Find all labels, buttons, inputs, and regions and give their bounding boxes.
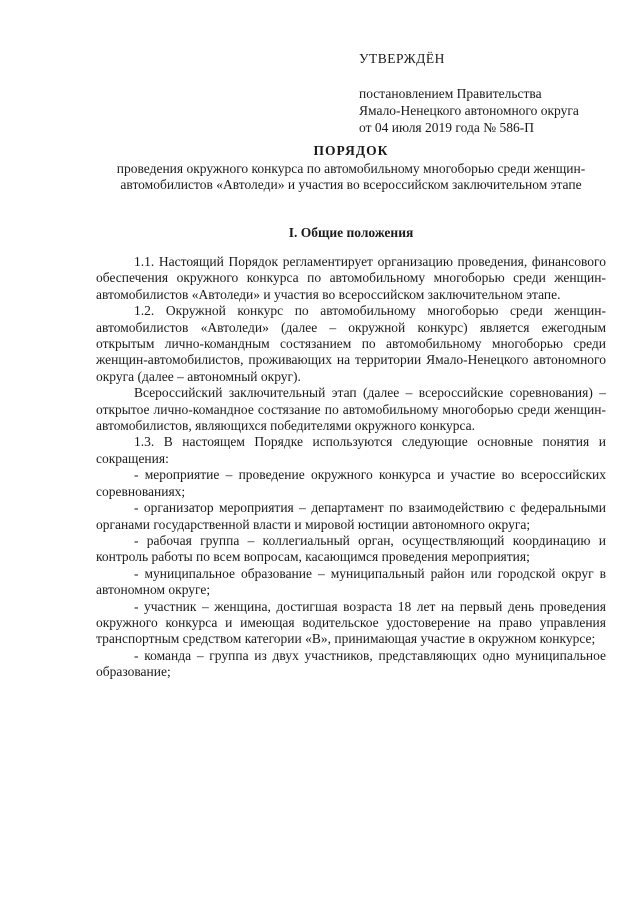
section-body xyxy=(96,254,606,681)
paragraph: - мероприятие – проведение окружного конкурса и участие во всероссийских соревнованиях; xyxy=(96,467,606,499)
approval-line: постановлением Правительства xyxy=(359,86,542,101)
paragraph: 1.2. Окружной конкурс по автомобильному многоборью среди женщин-автомобилистов «Автоледи» (далее – окружной конкурс) является ежегодным открытым лично-командным состязанием по автомобильному многоборью среди женщин-автомобилистов, проживающих на территории Ямало-Ненецкого автономного округа (далее – автономный округ). xyxy=(96,303,606,384)
approval-line: от 04 июля 2019 года № 586-П xyxy=(359,120,534,135)
document-title-block xyxy=(96,143,606,194)
paragraph: - команда – группа из двух участников, представляющих одно муниципальное образование; xyxy=(96,647,606,680)
paragraph: 1.3. В настоящем Порядке используются следующие основные понятия и сокращения: xyxy=(96,434,606,466)
section-heading: I. Общие положения xyxy=(288,225,414,240)
paragraph: - муниципальное образование – муниципальный район или городской округ в автономном округе; xyxy=(96,565,606,598)
approval-line: Ямало-Ненецкого автономного округа xyxy=(359,103,579,118)
paragraph: - рабочая группа – коллегиальный орган, осуществляющий координацию и контроль работы по всем вопросам, касающимся проведения мероприятия; xyxy=(96,532,606,565)
document-title: ПОРЯДОК xyxy=(313,143,389,158)
paragraph: 1.1. Настоящий Порядок регламентирует организацию проведения, финансового обеспечения окружного конкурса по автомобильному многоборью среди женщин-автомобилистов «Автоледи» и участия во всероссийском заключительном этапе. xyxy=(96,254,606,302)
approval-stamp xyxy=(359,50,619,136)
paragraph: Всероссийский заключительный этап (далее – всероссийские соревнования) – открытое лично-командное состязание по автомобильному многоборью среди женщин-автомобилистов, являющихся победителями окружного конкурса. xyxy=(96,385,606,434)
paragraph: - организатор мероприятия – департамент по взаимодействию с федеральными органами государственной власти и мировой юстиции автономного округа; xyxy=(96,500,606,532)
approval-heading: УТВЕРЖДЁН xyxy=(359,51,445,66)
paragraph: - участник – женщина, достигшая возраста 18 лет на первый день проведения окружного конкурса и имеющая водительское удостоверение на право управления транспортным средством категории «В», принимающая участие в окружном конкурсе; xyxy=(96,598,606,647)
document-subtitle: проведения окружного конкурса по автомобильному многоборью среди женщин-автомобилистов «Автоледи» и участия во всероссийском заключительном этапе xyxy=(116,160,586,192)
